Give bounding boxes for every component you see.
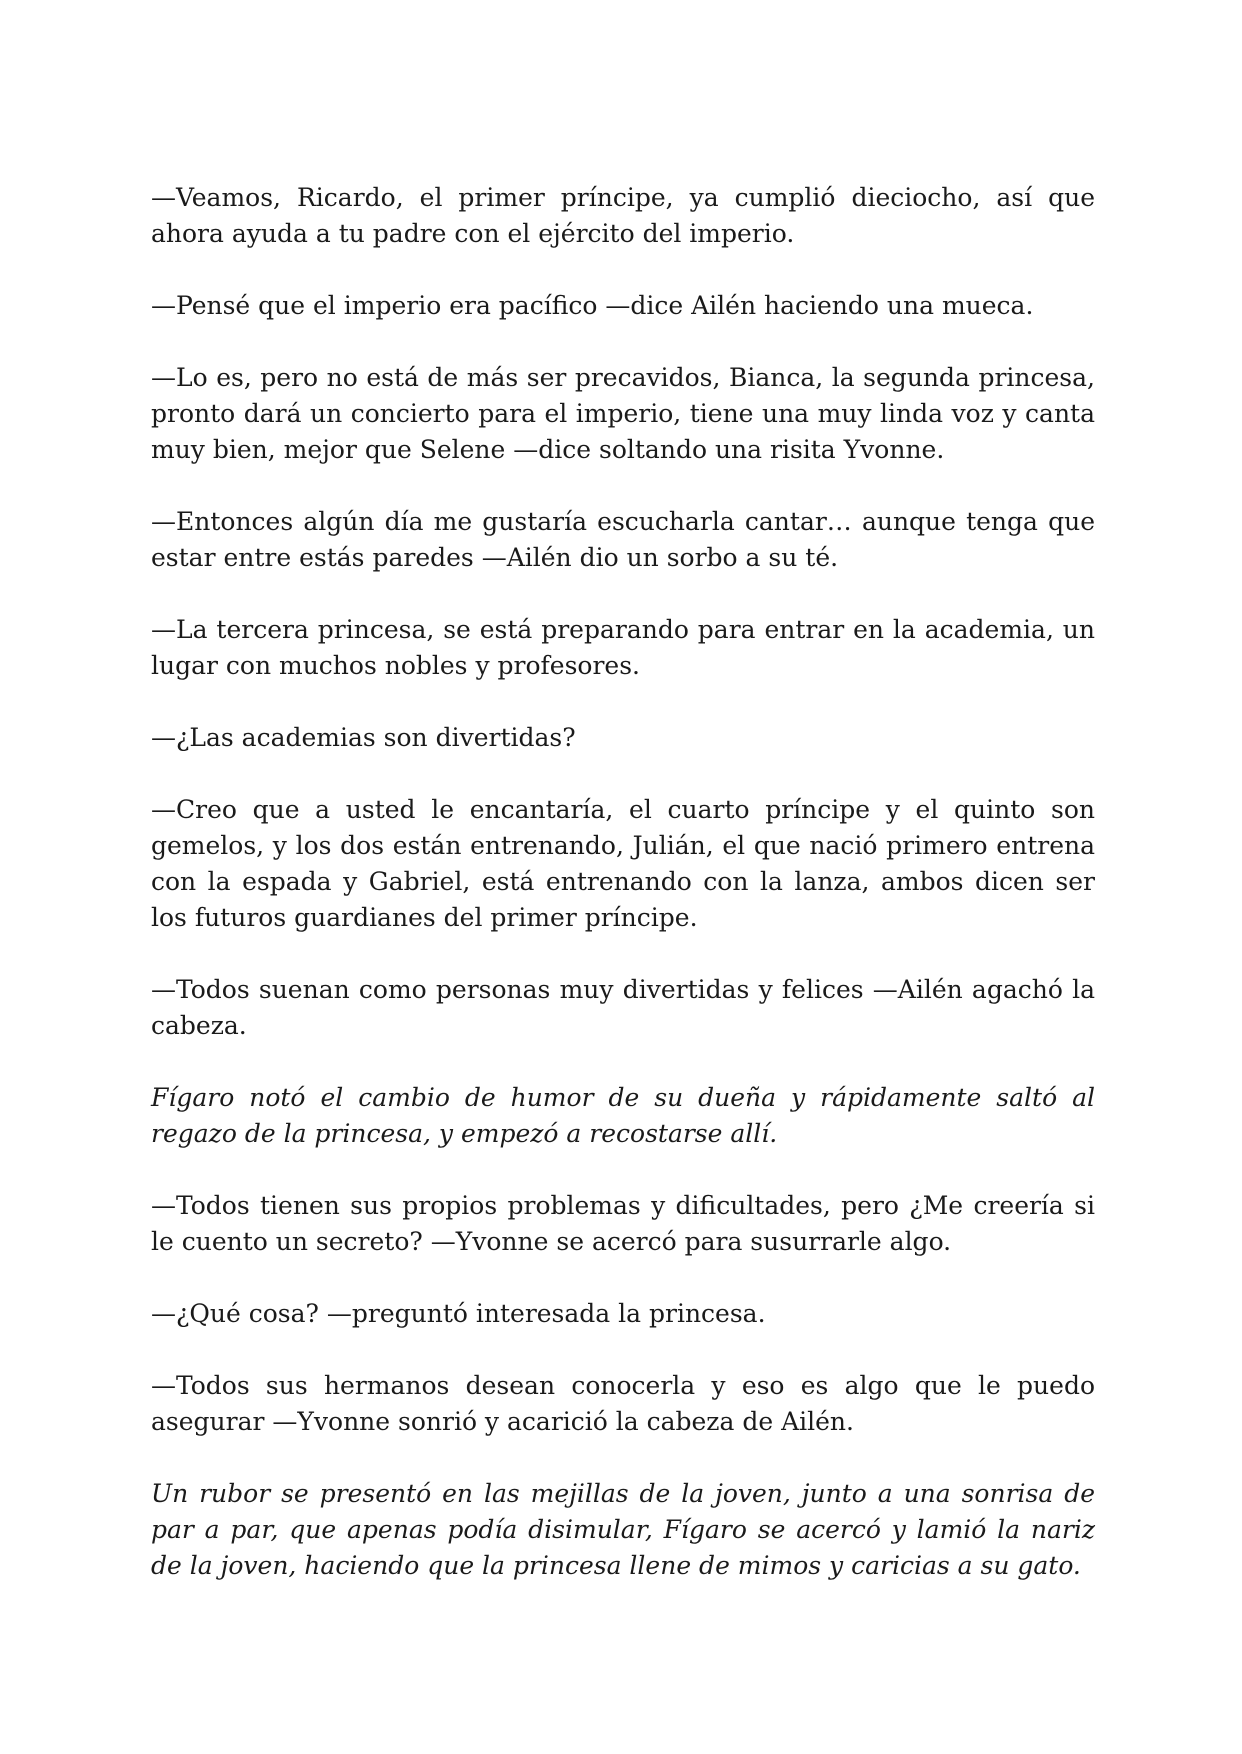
paragraph: —Todos sus hermanos desean conocerla y eso es algo que le puedo asegurar —Yvonne sonrió y acarició la cabeza de Ailén. (151, 1371, 1095, 1436)
paragraph: —¿Qué cosa? —preguntó interesada la princesa. (151, 1299, 766, 1328)
paragraph: —Entonces algún día me gustaría escucharla cantar… aunque tenga que estar entre estás paredes —Ailén dio un sorbo a su té. (151, 507, 1095, 572)
text-body (151, 180, 1095, 1620)
narration-paragraph: Fígaro notó el cambio de humor de su dueña y rápidamente saltó al regazo de la princesa, y empezó a recostarse allí. (151, 1083, 1095, 1148)
paragraph: —Todos suenan como personas muy divertidas y felices —Ailén agachó la cabeza. (151, 975, 1095, 1040)
paragraph: —Pensé que el imperio era pacífico —dice Ailén haciendo una mueca. (151, 291, 1034, 320)
paragraph: —Todos tienen sus propios problemas y dificultades, pero ¿Me creería si le cuento un secreto? —Yvonne se acercó para susurrarle algo. (151, 1191, 1095, 1256)
paragraph: —Lo es, pero no está de más ser precavidos, Bianca, la segunda princesa, pronto dará un concierto para el imperio, tiene una muy linda voz y canta muy bien, mejor que Selene —dice soltando una risita Yvonne. (151, 363, 1095, 464)
narration-paragraph: Un rubor se presentó en las mejillas de la joven, junto a una sonrisa de par a par, que apenas podía disimular, Fígaro se acercó y lamió la nariz de la joven, haciendo que la princesa llene de mimos y caricias a su gato. (151, 1479, 1095, 1580)
paragraph: —Veamos, Ricardo, el primer príncipe, ya cumplió dieciocho, así que ahora ayuda a tu padre con el ejército del imperio. (151, 183, 1095, 248)
paragraph: —¿Las academias son divertidas? (151, 723, 576, 752)
paragraph: —La tercera princesa, se está preparando para entrar en la academia, un lugar con muchos nobles y profesores. (151, 615, 1095, 680)
paragraph: —Creo que a usted le encantaría, el cuarto príncipe y el quinto son gemelos, y los dos están entrenando, Julián, el que nació primero entrena con la espada y Gabriel, está entrenando con la lanza, ambos dicen ser los futuros guardianes del primer príncipe. (151, 795, 1095, 932)
